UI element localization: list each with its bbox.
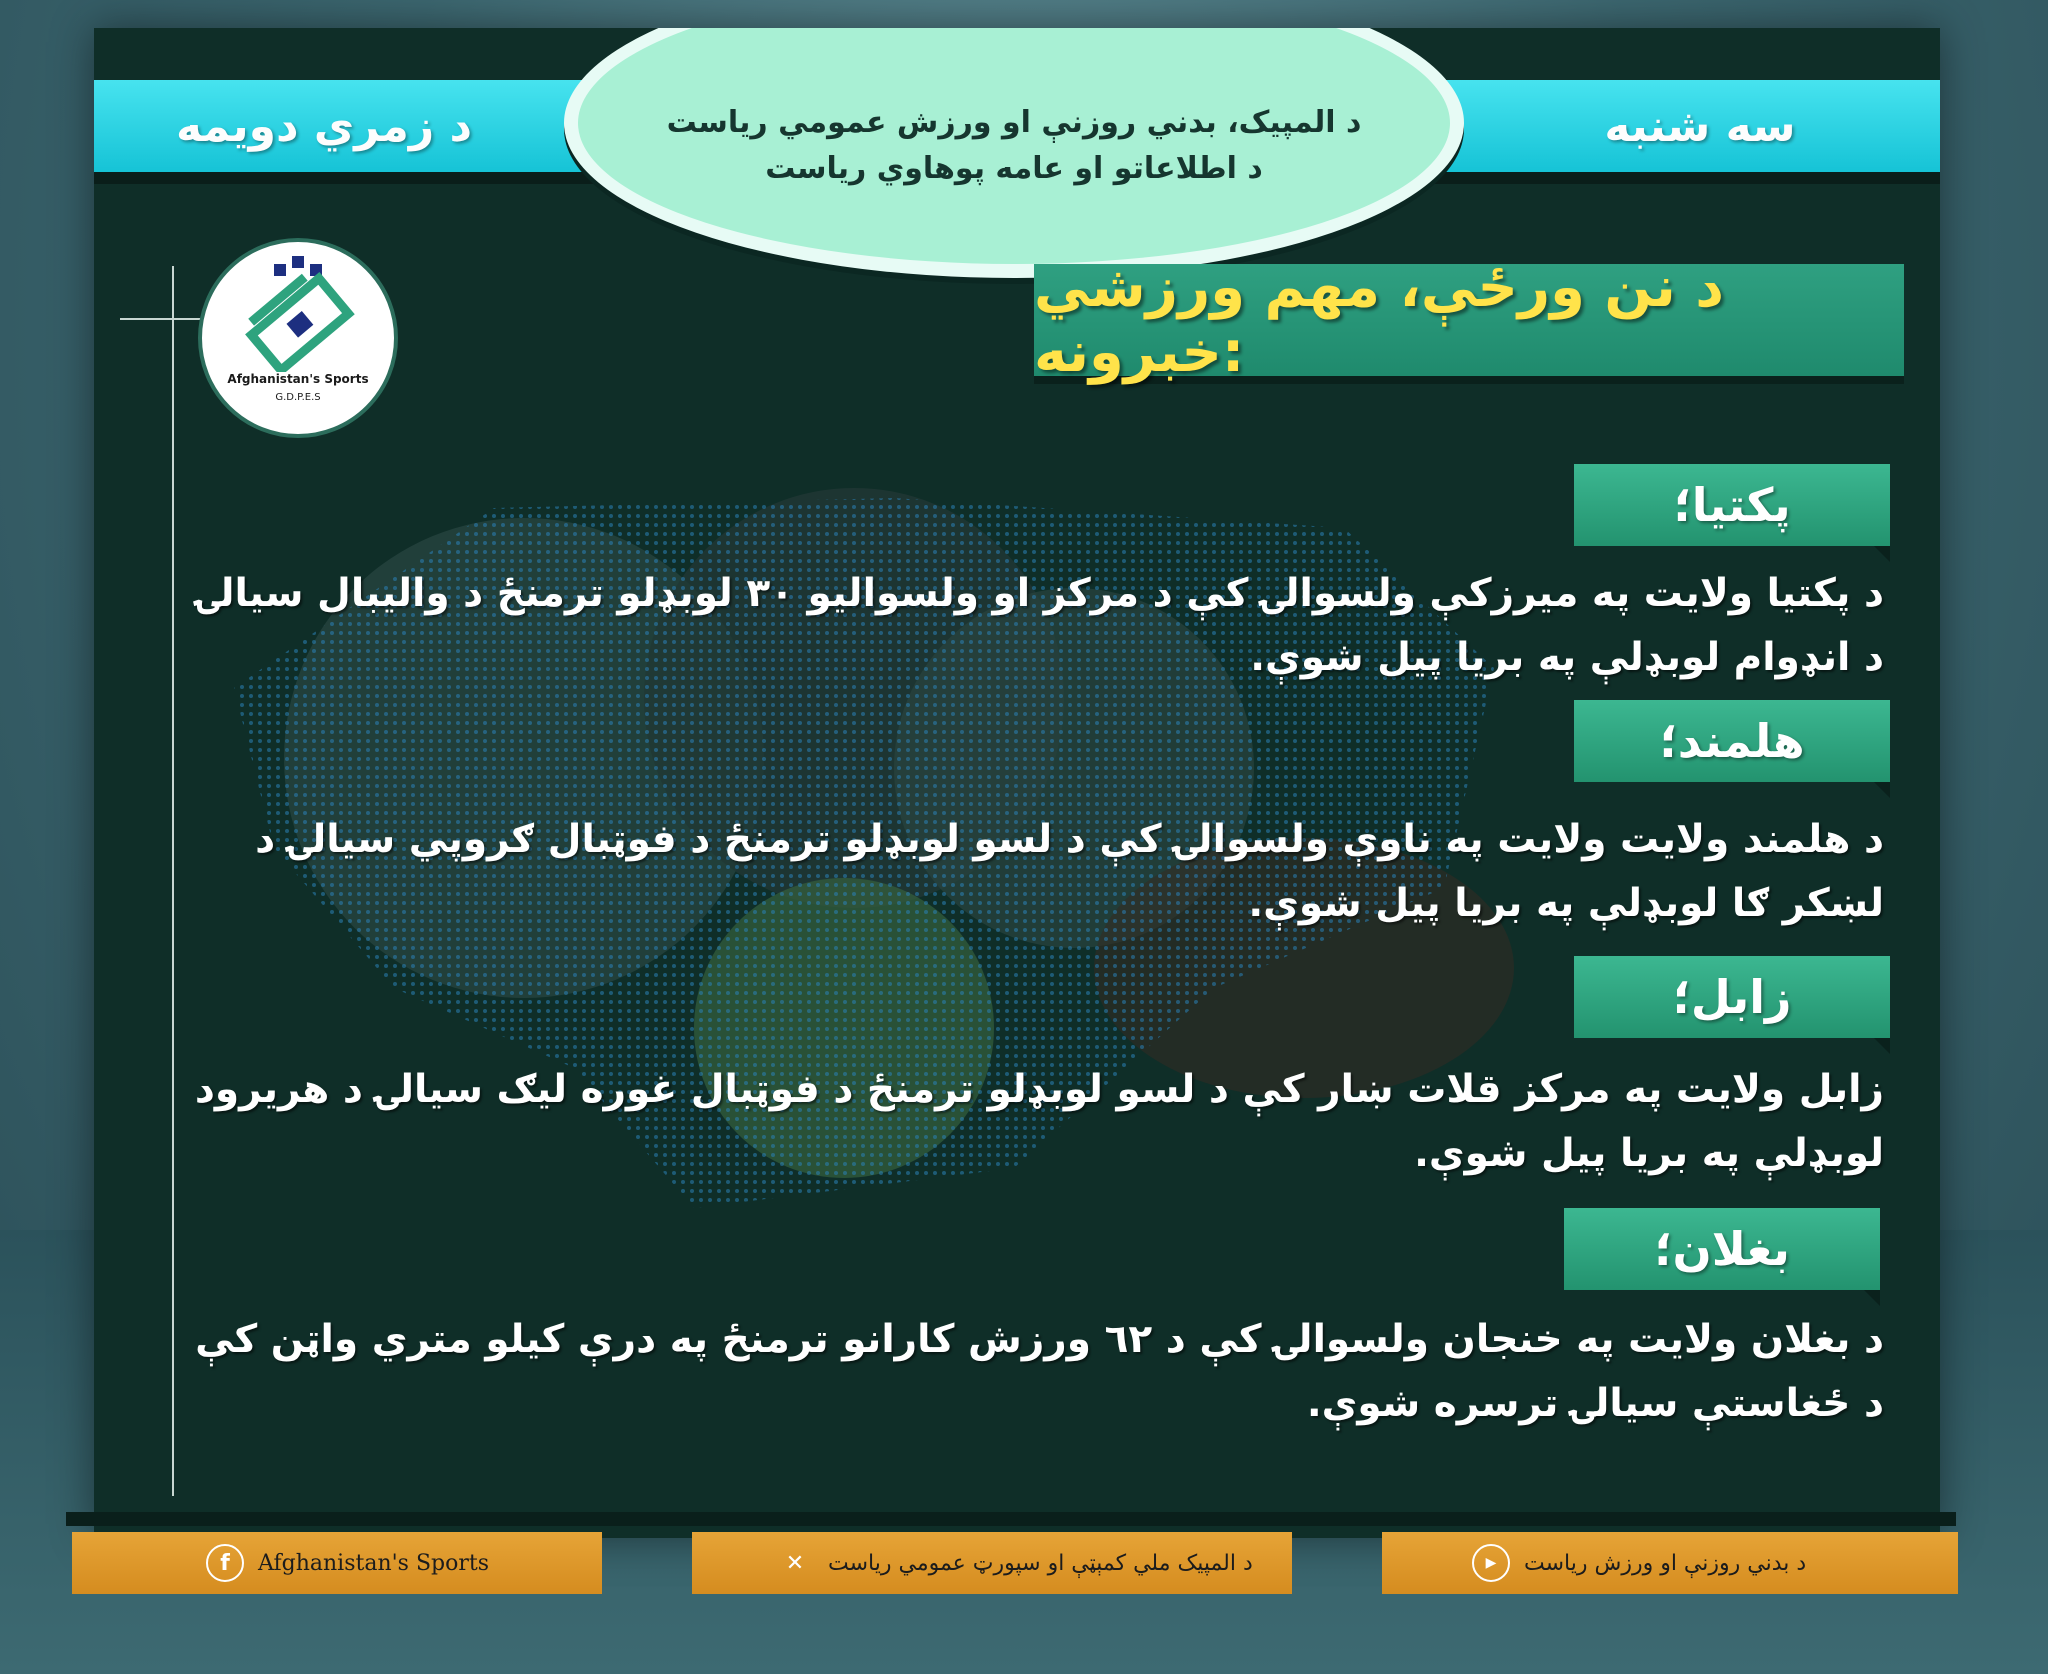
news-text-helmand: د هلمند ولایت ولایت په ناوې ولسوالۍ کې د لسو لوبډلو ترمنځ د فوټبال ګروپي سیالۍ د لښکر ګا لوبډلې په بریا پیل شوې.: [255, 817, 1884, 926]
footer-shadow: [66, 1512, 1956, 1526]
header-organization: [654, 86, 1374, 206]
logo-mark-icon: [202, 242, 394, 372]
header-org-line2: د اطلاعاتو او عامه پوهاوي ریاست: [765, 151, 1263, 186]
header-org-line1: د المپیک، بدني روزنې او ورزش عمومي ریاست: [666, 105, 1362, 140]
news-text-zabul: زابل ولایت په مرکز قلات ښار کې د لسو لوبډلو ترمنځ د فوټبال غوره لیګ سیالۍ د هریرود لوبډلې په بریا پیل شوې.: [194, 1067, 1884, 1176]
header-day: سه شنبه: [1604, 100, 1796, 152]
footer-facebook-label: Afghanistan's Sports: [258, 1550, 490, 1576]
gdpes-logo: [198, 238, 398, 438]
logo-name: Afghanistan's Sports: [227, 372, 369, 386]
footer-x-label: د المپیک ملي کمېټې او سپورټ عمومي ریاست: [828, 1550, 1253, 1576]
province-tag-paktia: پکتیا؛: [1574, 464, 1890, 546]
news-text-paktia: د پکتیا ولایت په میرزکې ولسوالۍ کې د مرکز او ولسوالیو ۳۰ لوبډلو ترمنځ د والیبال سیالۍ د انډوام لوبډلې په بریا پیل شوې.: [197, 571, 1884, 680]
news-text-baghlan: د بغلان ولایت په خنجان ولسوالۍ کې د ٦٢ ورزش کارانو ترمنځ په درې کیلو متري واټن کې د ځغاستې سیالۍ ترسره شوې.: [195, 1317, 1884, 1426]
headline-banner: د نن ورځې، مهم ورزشي خبرونه:: [1034, 264, 1904, 376]
province-tag-baghlan: بغلان؛: [1564, 1208, 1880, 1290]
province-tag-helmand: هلمند؛: [1574, 700, 1890, 782]
main-panel: [94, 28, 1940, 1538]
x-logo-icon: ✕: [785, 1550, 805, 1576]
footer-facebook[interactable]: [72, 1532, 602, 1594]
footer-x[interactable]: [692, 1532, 1292, 1594]
header-date: د زمري دويمه: [175, 100, 473, 152]
logo-abbr: G.D.P.E.S: [275, 392, 321, 403]
youtube-icon: ▶: [1472, 1544, 1510, 1582]
footer-youtube[interactable]: [1382, 1532, 1958, 1594]
facebook-icon: f: [206, 1544, 244, 1582]
footer-youtube-label: د بدني روزنې او ورزش ریاست: [1524, 1550, 1807, 1576]
province-tag-zabul: زابل؛: [1574, 956, 1890, 1038]
